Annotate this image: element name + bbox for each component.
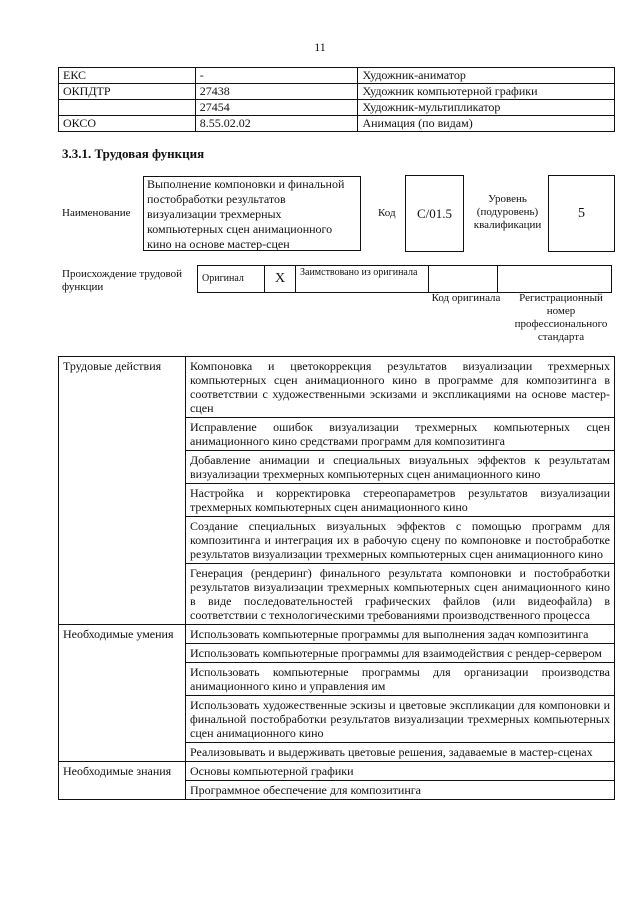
code-label: Код — [378, 207, 396, 219]
level-label: Уровень (подуровень) квалификации — [473, 193, 542, 231]
required-skills-item: Использовать компьютерные программы для выполнения задач композитинга — [186, 625, 615, 644]
labor-actions-item: Создание специальных визуальных эффектов с помощью программ для композитинга и интеграция их в рабочую сцену по компоновке и постобработке результатов визуализации трехмерных компьютерных сцен анимационного кино — [186, 517, 615, 564]
name-label: Наименование — [62, 207, 131, 219]
reg-number-caption: Регистрационный номер профессионального стандарта — [514, 292, 608, 343]
page-number: 11 — [314, 40, 326, 54]
code-row-title: Художник компьютерной графики — [358, 84, 615, 100]
original-label: Оригинал — [202, 273, 244, 284]
qualification-level-value: 5 — [578, 205, 585, 221]
required-knowledge-title: Необходимые знания — [59, 762, 186, 800]
code-row-code: 27438 — [195, 84, 358, 100]
section-title: 3.3.1. Трудовая функция — [62, 146, 205, 161]
code-row-title: Анимация (по видам) — [358, 116, 615, 132]
labor-actions-row — [59, 357, 615, 418]
code-row-code: 27454 — [195, 100, 358, 116]
code-row-name: ОКПДТР — [59, 84, 196, 100]
origin-label: Происхождение трудовой функции — [62, 268, 183, 293]
required-skills-row — [59, 625, 615, 644]
borrowed-label: Заимствовано из оригинала — [300, 267, 418, 278]
labor-actions-item: Добавление анимации и специальных визуальных эффектов к результатам визуализации трехмерных компьютерных сцен анимационного кино — [186, 451, 615, 484]
code-original-caption: Код оригинала — [431, 292, 501, 304]
code-row-title: Художник-аниматор — [358, 68, 615, 84]
code-row-name — [59, 100, 196, 116]
required-skills-item: Реализовывать и выдерживать цветовые решения, задаваемые в мастер-сценах — [186, 743, 615, 762]
original-mark-cell — [265, 266, 296, 293]
required-knowledge-item: Основы компьютерной графики — [186, 762, 615, 781]
code-row — [59, 100, 615, 116]
original-label-cell — [198, 266, 265, 293]
classifier-codes-table — [58, 67, 615, 132]
reg-number-cell — [498, 266, 612, 293]
labor-actions-title: Трудовые действия — [59, 357, 186, 625]
required-knowledge-item: Программное обеспечение для композитинга — [186, 781, 615, 800]
labor-actions-item: Настройка и корректировка стереопараметров результатов визуализации трехмерных компьютерных сцен анимационного кино — [186, 484, 615, 517]
function-details-table — [58, 356, 615, 800]
function-code-value: C/01.5 — [416, 205, 453, 221]
required-knowledge-row — [59, 762, 615, 781]
code-row-title: Художник-мультипликатор — [358, 100, 615, 116]
required-skills-item: Использовать компьютерные программы для взаимодействия с рендер-сервером — [186, 644, 615, 663]
labor-actions-item: Генерация (рендеринг) финального результата компоновки и постобработки результатов визуализации трехмерных компьютерных сцен анимационного кино в виде последовательностей графических файлов (или видеофайла) в соответствии с технологическими требованиями производственного процесса — [186, 564, 615, 625]
code-row — [59, 84, 615, 100]
function-code-box — [405, 175, 464, 252]
code-row-code: - — [195, 68, 358, 84]
origin-table — [197, 265, 612, 293]
borrowed-label-cell — [296, 266, 429, 293]
qualification-level-box — [548, 175, 615, 252]
required-skills-item: Использовать компьютерные программы для организации производства анимационного кино и управления им — [186, 663, 615, 696]
code-original-cell — [429, 266, 498, 293]
code-row — [59, 68, 615, 84]
labor-actions-item: Исправление ошибок визуализации трехмерных компьютерных сцен анимационного кино средствами программ для композитинга — [186, 418, 615, 451]
code-row-name: ЕКС — [59, 68, 196, 84]
code-row-name: ОКСО — [59, 116, 196, 132]
function-name-box: Выполнение компоновки и финальной постобработки результатов визуализации трехмерных компьютерных сцен анимационного кино на основе мастер-сцен — [143, 176, 361, 251]
code-row — [59, 116, 615, 132]
required-skills-title: Необходимые умения — [59, 625, 186, 762]
original-mark: X — [274, 271, 286, 286]
labor-actions-item: Компоновка и цветокоррекция результатов визуализации трехмерных компьютерных сцен анимационного кино в программе для композитинга в соответствии с художественными эскизами и экспликациями на основе мастер-сцен — [186, 357, 615, 418]
required-skills-item: Использовать художественные эскизы и цветовые экспликации для компоновки и финальной постобработки результатов визуализации трехмерных компьютерных сцен анимационного кино — [186, 696, 615, 743]
code-row-code: 8.55.02.02 — [195, 116, 358, 132]
